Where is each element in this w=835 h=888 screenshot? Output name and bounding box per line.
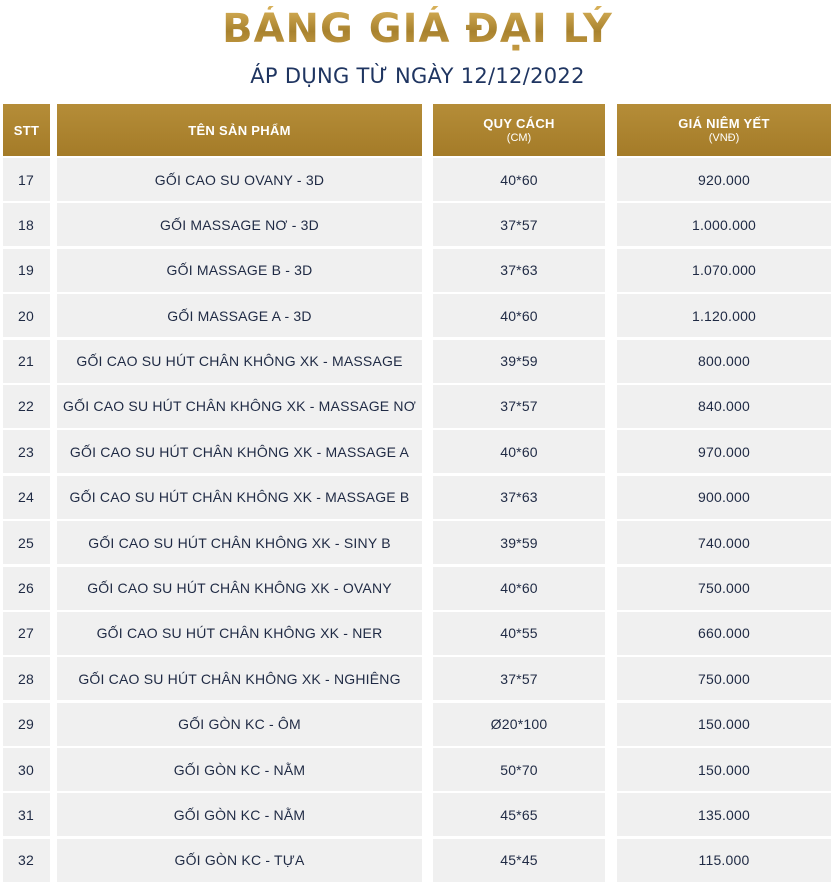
row-stt: 23 bbox=[3, 430, 50, 473]
row-price: 150.000 bbox=[617, 748, 831, 791]
table-row bbox=[0, 158, 835, 203]
row-price: 1.000.000 bbox=[617, 203, 831, 246]
row-spec: 50*70 bbox=[433, 748, 605, 791]
row-stt: 32 bbox=[3, 839, 50, 882]
table-row bbox=[0, 567, 835, 612]
row-product-name: GỐI GÒN KC - NẰM bbox=[57, 748, 422, 791]
row-product-name: GỐI CAO SU HÚT CHÂN KHÔNG XK - MASSAGE B bbox=[57, 476, 422, 519]
row-product-name: GỐI CAO SU OVANY - 3D bbox=[57, 158, 422, 201]
row-product-name: GỐI CAO SU HÚT CHÂN KHÔNG XK - MASSAGE A bbox=[57, 430, 422, 473]
row-stt: 22 bbox=[3, 385, 50, 428]
header-listed-price: GIÁ NIÊM YẾT (VNĐ) bbox=[617, 104, 831, 156]
table-header bbox=[0, 104, 835, 158]
table-row bbox=[0, 657, 835, 702]
row-price: 115.000 bbox=[617, 839, 831, 882]
row-spec: 40*60 bbox=[433, 430, 605, 473]
row-price: 740.000 bbox=[617, 521, 831, 564]
table-row bbox=[0, 748, 835, 793]
row-spec: 39*59 bbox=[433, 521, 605, 564]
row-price: 150.000 bbox=[617, 703, 831, 746]
row-price: 840.000 bbox=[617, 385, 831, 428]
row-spec: Ø20*100 bbox=[433, 703, 605, 746]
table-row bbox=[0, 430, 835, 475]
row-stt: 20 bbox=[3, 294, 50, 337]
row-price: 750.000 bbox=[617, 657, 831, 700]
table-row bbox=[0, 521, 835, 566]
table-row bbox=[0, 793, 835, 838]
row-product-name: GỐI CAO SU HÚT CHÂN KHÔNG XK - NER bbox=[57, 612, 422, 655]
row-price: 750.000 bbox=[617, 567, 831, 610]
row-product-name: GỐI CAO SU HÚT CHÂN KHÔNG XK - MASSAGE NƠ bbox=[57, 385, 422, 428]
row-spec: 37*57 bbox=[433, 385, 605, 428]
effective-date-subtitle: ÁP DỤNG TỪ NGÀY 12/12/2022 bbox=[250, 64, 585, 88]
table-body bbox=[0, 158, 835, 884]
table-row bbox=[0, 839, 835, 884]
table-row bbox=[0, 294, 835, 339]
row-spec: 37*63 bbox=[433, 476, 605, 519]
row-price: 135.000 bbox=[617, 793, 831, 836]
row-product-name: GỐI CAO SU HÚT CHÂN KHÔNG XK - SINY B bbox=[57, 521, 422, 564]
row-spec: 45*45 bbox=[433, 839, 605, 882]
row-spec: 40*55 bbox=[433, 612, 605, 655]
row-spec: 40*60 bbox=[433, 294, 605, 337]
table-row bbox=[0, 476, 835, 521]
row-price: 1.120.000 bbox=[617, 294, 831, 337]
row-spec: 37*57 bbox=[433, 203, 605, 246]
row-product-name: GỐI MASSAGE A - 3D bbox=[57, 294, 422, 337]
row-spec: 37*57 bbox=[433, 657, 605, 700]
row-product-name: GỐI GÒN KC - NẰM bbox=[57, 793, 422, 836]
table-row bbox=[0, 249, 835, 294]
row-stt: 21 bbox=[3, 340, 50, 383]
header-spec: QUY CÁCH (CM) bbox=[433, 104, 605, 156]
row-stt: 25 bbox=[3, 521, 50, 564]
row-price: 920.000 bbox=[617, 158, 831, 201]
row-spec: 39*59 bbox=[433, 340, 605, 383]
row-spec: 40*60 bbox=[433, 567, 605, 610]
row-product-name: GỐI GÒN KC - TỰA bbox=[57, 839, 422, 882]
row-spec: 37*63 bbox=[433, 249, 605, 292]
row-stt: 24 bbox=[3, 476, 50, 519]
table-row bbox=[0, 340, 835, 385]
table-row bbox=[0, 703, 835, 748]
table-row bbox=[0, 203, 835, 248]
row-price: 970.000 bbox=[617, 430, 831, 473]
row-stt: 18 bbox=[3, 203, 50, 246]
page-title: BẢNG GIÁ ĐẠI LÝ bbox=[0, 6, 835, 52]
row-product-name: GỐI CAO SU HÚT CHÂN KHÔNG XK - OVANY bbox=[57, 567, 422, 610]
row-price: 800.000 bbox=[617, 340, 831, 383]
row-product-name: GỐI CAO SU HÚT CHÂN KHÔNG XK - MASSAGE bbox=[57, 340, 422, 383]
row-product-name: GỐI MASSAGE B - 3D bbox=[57, 249, 422, 292]
row-stt: 17 bbox=[3, 158, 50, 201]
table-row bbox=[0, 385, 835, 430]
table-row bbox=[0, 612, 835, 657]
row-stt: 19 bbox=[3, 249, 50, 292]
row-stt: 28 bbox=[3, 657, 50, 700]
row-price: 660.000 bbox=[617, 612, 831, 655]
header-product-name: TÊN SẢN PHẨM bbox=[57, 104, 422, 156]
row-stt: 30 bbox=[3, 748, 50, 791]
row-stt: 26 bbox=[3, 567, 50, 610]
price-table bbox=[0, 104, 835, 884]
row-product-name: GỐI MASSAGE NƠ - 3D bbox=[57, 203, 422, 246]
row-spec: 40*60 bbox=[433, 158, 605, 201]
row-price: 1.070.000 bbox=[617, 249, 831, 292]
row-product-name: GỐI CAO SU HÚT CHÂN KHÔNG XK - NGHIÊNG bbox=[57, 657, 422, 700]
row-product-name: GỐI GÒN KC - ÔM bbox=[57, 703, 422, 746]
row-price: 900.000 bbox=[617, 476, 831, 519]
row-stt: 27 bbox=[3, 612, 50, 655]
row-spec: 45*65 bbox=[433, 793, 605, 836]
header-stt: STT bbox=[3, 104, 50, 156]
row-stt: 29 bbox=[3, 703, 50, 746]
row-stt: 31 bbox=[3, 793, 50, 836]
